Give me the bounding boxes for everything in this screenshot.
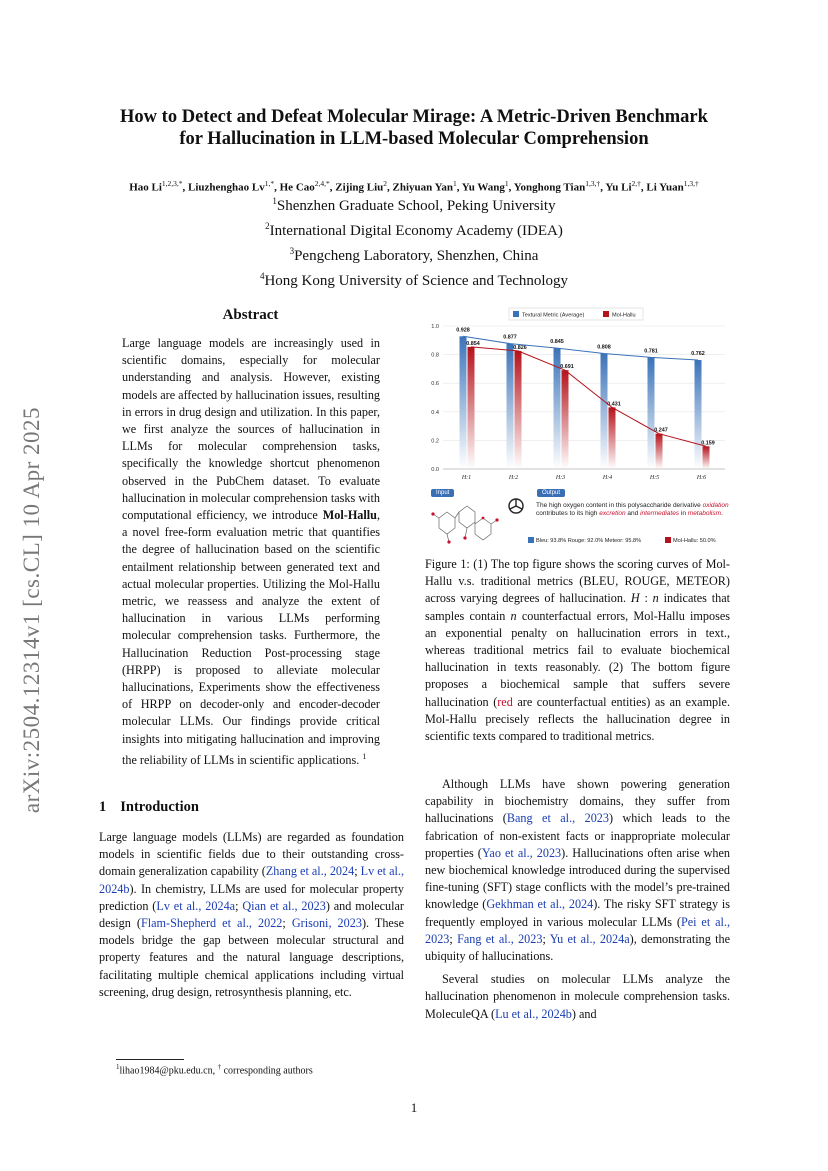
- counterfactual-4: metabolism: [687, 510, 722, 517]
- math-symbol: H: [630, 591, 640, 606]
- arxiv-id: arXiv:2504.12314v1 [cs.CL] 10 Apr 2025: [19, 406, 44, 814]
- data-label: 0.845: [550, 339, 564, 346]
- y-tick-label: 0.4: [431, 409, 439, 416]
- data-label: 0.247: [654, 427, 668, 434]
- abstract-heading: Abstract: [222, 307, 279, 323]
- citation-link[interactable]: Qian et al., 2023: [242, 898, 326, 913]
- x-tick-label: H:5: [649, 475, 660, 481]
- author-affil-mark: 2,†: [631, 179, 641, 188]
- output-text-b: contributes to its high: [536, 510, 600, 517]
- score-left: Bleu: 93.8% Rouge: 92.0% Meteor: 95.8%: [536, 538, 642, 544]
- author-affil-mark: 2,4,*: [314, 179, 330, 188]
- bar-textural: [460, 336, 467, 469]
- page-number: 1: [410, 1100, 418, 1115]
- citation-link[interactable]: Lv et al., 2024b: [99, 864, 404, 896]
- bar-mol-hallu: [609, 407, 616, 469]
- data-label: 0.691: [560, 364, 574, 371]
- citation-link[interactable]: Grisoni, 2023: [291, 916, 362, 931]
- line-mol-hallu: [471, 344, 706, 446]
- abstract-part-a: Large language models are increasingly used in scientific domains, especially for molecular understanding and analysis. However, existing models are affected by hallucination issues, resulting in errors in drug design and utilization. In this paper, we first analyze the sources of hallucination in LLMs for molecular comprehension tasks, specifically the knowledge shortcut phenomenon observed in the PubChem dataset. To evaluate hallucination in molecular comprehension tasks with computational efficiency, we introduce: [122, 336, 381, 523]
- paper-title: [80, 106, 748, 150]
- citation-link[interactable]: Zhang et al., 2024: [265, 864, 355, 879]
- author-name: Zijing Liu: [335, 181, 384, 194]
- score-chart: [425, 306, 730, 486]
- data-label: 0.762: [691, 351, 705, 358]
- bar-textural: [507, 344, 514, 469]
- bar-mol-hallu: [562, 370, 569, 469]
- author-affil-mark: 1,*: [264, 179, 275, 188]
- x-tick-label: H:4: [602, 475, 613, 481]
- line-textural: [463, 336, 698, 360]
- citation-link[interactable]: Yu et al., 2024a: [549, 931, 630, 946]
- bar-mol-hallu: [515, 351, 522, 469]
- output-text: [536, 502, 736, 518]
- y-tick-label: 0.0: [431, 467, 439, 473]
- legend-swatch: [513, 311, 519, 317]
- output-text-a: The high oxygen content in this polysaccharide derivative: [536, 502, 703, 509]
- output-text-c: and: [625, 510, 641, 517]
- author-list: Hao $Li^{1,2,3,*}$, Liuzhenghao $Lv^{1,*}$, He Cao$^{2,4,*}$, Zijing Liu$^2$, Zhiyuan Yan$^1$, Yu Wang$^1$, Yonghong Tian$^{1,3,\dagger}$, Yu $Li^{2,\dagger}$, Li Yuan$^{1,3,\dagger}$: [129, 179, 699, 194]
- citation-link[interactable]: Lv et al., 2024a: [156, 898, 236, 913]
- y-tick-label: 1.0: [431, 324, 439, 330]
- data-label: 0.877: [503, 334, 517, 341]
- citation-link[interactable]: Fang et al., 2023: [457, 931, 543, 946]
- metric-name: Mol-Hallu: [322, 508, 377, 523]
- output-text-e: .: [721, 510, 723, 517]
- counterfactual-3: intermediates: [640, 510, 680, 517]
- author-name: Yu Wang: [461, 181, 505, 194]
- footnote: $^1$lihao1984@pku.edu.cn, † corresponding authors: [116, 1063, 313, 1077]
- citation-link[interactable]: Yao et al., 2023: [481, 845, 562, 860]
- arxiv-stamp: [12, 360, 52, 860]
- abstract-part-b: , a novel free-form evaluation metric that quantifies the degree of hallucination based on the scientific entailment relationship between generated text and actual molecular properties. Utilizing the Mol-Hallu metric, we reassess and analyze the extent of hallucination in various LLMs performing molecular comprehension tasks. Furthermore, the Hallucination Reduction Post-processing stage (HRPP) is proposed to alleviate molecular hallucinations, Experiments show the effectiveness of HRPP on decoder-only and encoder-decoder molecular LLMs. Our findings provide critical insights into mitigating hallucination and improving the reliability of LLMs in scientific applications.: [122, 508, 380, 767]
- bar-textural: [648, 357, 655, 469]
- author-name: Zhiyuan Yan: [392, 181, 453, 194]
- title-line-1: How to Detect and Defeat Molecular Mirage: A Metric-Driven Benchmark: [120, 107, 708, 127]
- legend-label: Mol-Hallu: [612, 312, 636, 319]
- red-word: red: [497, 694, 513, 709]
- affiliation-line: $^3$Pengcheng Laboratory, Shenzhen, China: [289, 246, 539, 264]
- x-tick-label: H:2: [508, 475, 519, 481]
- footnote-dagger: †: [217, 1063, 222, 1071]
- author-name: Yu Li: [605, 181, 632, 194]
- y-tick-label: 0.8: [431, 352, 439, 359]
- counterfactual-1: oxidation: [702, 502, 729, 509]
- author-name: Hao Li: [129, 181, 162, 194]
- intro-paragraph: Large language models (LLMs) are regarded as foundation models in scientific fields due to their outstanding cross-domain generalization capability (Zhang et al., 2024; Lv et al., 2024b). In chemistry, LLMs are used for molecular property prediction (Lv et al., 2024a; Qian et al., 2023) and molecular design (Flam-Shepherd et al., 2022; Grisoni, 2023). These models bridge the gap between molecular structural and property features and the natural language descriptions, facilitating multiple chemical applications including virtual screening, drug design, retrosynthesis planning, etc.: [99, 830, 404, 999]
- bar-textural: [601, 353, 608, 469]
- traditional-scores: [528, 537, 641, 544]
- abstract-footnote-mark: 1: [362, 751, 367, 761]
- bar-mol-hallu: [656, 434, 663, 469]
- bar-mol-hallu: [468, 347, 475, 469]
- figure-caption: Figure 1: (1) The top figure shows the scoring curves of Mol-Hallu v.s. traditional metrics (BLEU, ROUGE, METEOR) across varying degrees of hallucination. H : n indicates that samples contain n counterfactual errors, Mol-Hallu imposes an exponential penalty on hallucination errors in text., whereas traditional metrics fail to evaluate biochemical hallucination in texts reasonably. (2) The bottom figure proposes a biochemical sample that suffers severe hallucination (red are counterfactual entities) as an example. Mol-Hallu precisely reflects the hallucination degree in scientific texts compared to traditional metrics.: [425, 557, 730, 744]
- data-label: 0.431: [607, 401, 621, 408]
- red-swatch-icon: [665, 537, 671, 543]
- blue-swatch-icon: [528, 537, 534, 543]
- input-tag: Input: [431, 489, 454, 497]
- data-label: 0.781: [644, 348, 658, 355]
- citation-link[interactable]: Pei et al., 2023: [425, 914, 730, 946]
- math-symbol: n: [652, 591, 659, 606]
- footnote-email: lihao1984@pku.edu.cn,: [119, 1065, 216, 1077]
- legend-label: Textural Metric (Average): [522, 312, 585, 319]
- right-body: [425, 776, 730, 1023]
- author-name: He Cao: [279, 181, 315, 194]
- output-text-d: in: [679, 510, 688, 517]
- openai-logo-icon: [505, 495, 527, 517]
- x-tick-label: H:6: [696, 475, 707, 481]
- paragraph-hallucination: Although LLMs have shown powering generation capability in biochemistry domains, they suffer from hallucinations (Bang et al., 2023) which leads to the fabrication of non-existent facts or inappropriate molecular properties (Yao et al., 2023). Hallucinations often arise when new biochemical knowledge introduced during the supervised fine-tuning (SFT) stage conflicts with the model’s pre-trained knowledge (Gekhman et al., 2024). The risky SFT strategy is frequently employed in various molecular LLMs (Pei et al., 2023; Fang et al., 2023; Yu et al., 2024a), demonstrating the ubiquity of hallucinations.: [425, 777, 730, 964]
- author-name: Li Yuan: [646, 181, 684, 194]
- data-label: 0.854: [466, 340, 480, 347]
- affiliation-line: $^2$International Digital Economy Academy (IDEA): [265, 221, 563, 239]
- author-affil-mark: 1,2,3,*: [161, 179, 183, 188]
- bar-mol-hallu: [703, 446, 710, 469]
- author-affil-mark: 1: [504, 179, 509, 188]
- footnote-rule: [116, 1059, 184, 1060]
- citation-link[interactable]: Bang et al., 2023: [506, 811, 609, 826]
- citation-link[interactable]: Flam-Shepherd et al., 2022: [140, 916, 283, 931]
- output-tag: Output: [537, 489, 565, 497]
- citation-link[interactable]: Gekhman et al., 2024: [486, 897, 594, 912]
- x-tick-label: H:1: [461, 475, 472, 481]
- author-affil-mark: 1: [452, 179, 457, 188]
- author-name: Liuzhenghao Lv: [188, 181, 265, 194]
- data-label: 0.928: [456, 327, 470, 334]
- affiliation-line: $^4$Hong Kong University of Science and Technology: [259, 271, 569, 289]
- footnote-text: corresponding authors: [223, 1065, 313, 1077]
- section-number: 1: [99, 799, 107, 815]
- section-title: Introduction: [120, 799, 199, 815]
- y-tick-label: 0.6: [431, 381, 439, 388]
- title-line-2: for Hallucination in LLM-based Molecular Comprehension: [179, 129, 649, 149]
- data-label: 0.159: [701, 440, 715, 447]
- data-label: 0.808: [597, 344, 611, 351]
- y-tick-label: 0.2: [431, 438, 439, 445]
- x-tick-label: H:3: [555, 475, 566, 481]
- mol-hallu-score: [665, 537, 716, 544]
- citation-link[interactable]: Lu et al., 2024b: [495, 1006, 572, 1021]
- author-affil-mark: 2: [383, 179, 388, 188]
- affiliations: [80, 191, 748, 291]
- molecule-structure-icon: [429, 498, 501, 546]
- section-heading: [99, 799, 199, 816]
- author-name: Yonghong Tian: [513, 181, 586, 194]
- math-symbol: n: [510, 608, 517, 623]
- bar-textural: [695, 360, 702, 469]
- counterfactual-2: excretion: [599, 510, 626, 517]
- paragraph-studies: Several studies on molecular LLMs analyze the hallucination phenomenon in molecule comprehension tasks. MoleculeQA (Lu et al., 2024b) and: [425, 972, 730, 1021]
- author-affil-mark: 1,3,†: [683, 179, 699, 188]
- score-right: Mol-Hallu: 50.0%: [673, 538, 716, 544]
- legend-swatch: [603, 311, 609, 317]
- author-affil-mark: 1,3,†: [585, 179, 601, 188]
- affiliation-line: $^1$Shenzhen Graduate School, Peking University: [272, 196, 556, 214]
- abstract-text: [122, 335, 380, 769]
- data-label: 0.826: [513, 344, 527, 351]
